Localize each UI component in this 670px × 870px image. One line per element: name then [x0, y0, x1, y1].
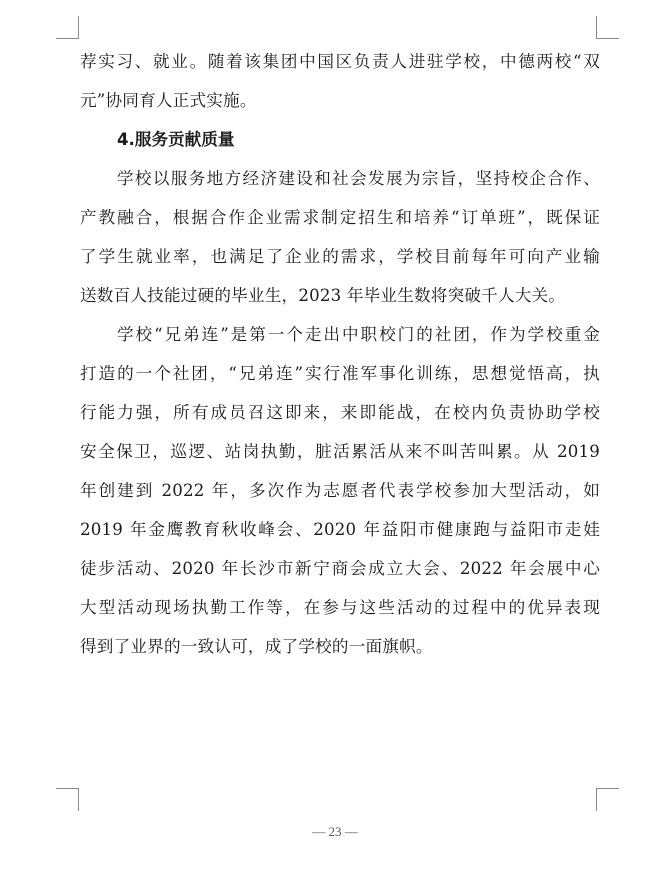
text-line: 年创建到 2022 年，多次作为志愿者代表学校参加大型活动，如: [80, 481, 600, 500]
crop-mark-bottom-left: [56, 788, 79, 811]
text-line: 产教融合，根据合作企业需求制定招生和培养“订单班”，既保证: [80, 208, 600, 227]
paragraph-continuation: [80, 42, 600, 120]
section-heading: 4.服务贡献质量: [117, 130, 235, 149]
paragraph-service-quality: [80, 159, 600, 315]
body-text: [80, 42, 600, 666]
crop-mark-top-left: [56, 16, 79, 39]
crop-mark-bottom-right: [596, 788, 619, 811]
page-number: — 23 —: [312, 824, 358, 839]
text-line: 打造的一个社团，“兄弟连”实行准军事化训练，思想觉悟高，执: [80, 364, 600, 383]
text-line: 大型活动现场执勤工作等，在参与这些活动的过程中的优异表现: [80, 598, 600, 617]
crop-mark-top-right: [596, 16, 619, 39]
text-line: 送数百人技能过硬的毕业生，2023 年毕业生数将突破千人大关。: [80, 286, 566, 305]
text-line: 行能力强，所有成员召这即来，来即能战，在校内负责协助学校: [80, 403, 600, 422]
text-line: 安全保卫，巡逻、站岗执勤，脏活累活从来不叫苦叫累。从 2019: [80, 442, 600, 461]
text-line: 得到了业界的一致认可，成了学校的一面旗帜。: [80, 637, 433, 656]
text-line: 元”协同育人正式实施。: [80, 91, 257, 110]
paragraph-brothers-club: [80, 315, 600, 666]
text-line: 了学生就业率，也满足了企业的需求，学校目前每年可向产业输: [80, 247, 600, 266]
text-line: 学校以服务地方经济建设和社会发展为宗旨，坚持校企合作、: [117, 169, 600, 188]
text-line: 学校“兄弟连”是第一个走出中职校门的社团，作为学校重金: [117, 325, 600, 344]
text-line: 荐实习、就业。随着该集团中国区负责人进驻学校，中德两校“双: [80, 52, 600, 71]
text-line: 2019 年金鹰教育秋收峰会、2020 年益阳市健康跑与益阳市走娃: [80, 520, 600, 539]
text-line: 徒步活动、2020 年长沙市新宁商会成立大会、2022 年会展中心: [80, 559, 600, 578]
